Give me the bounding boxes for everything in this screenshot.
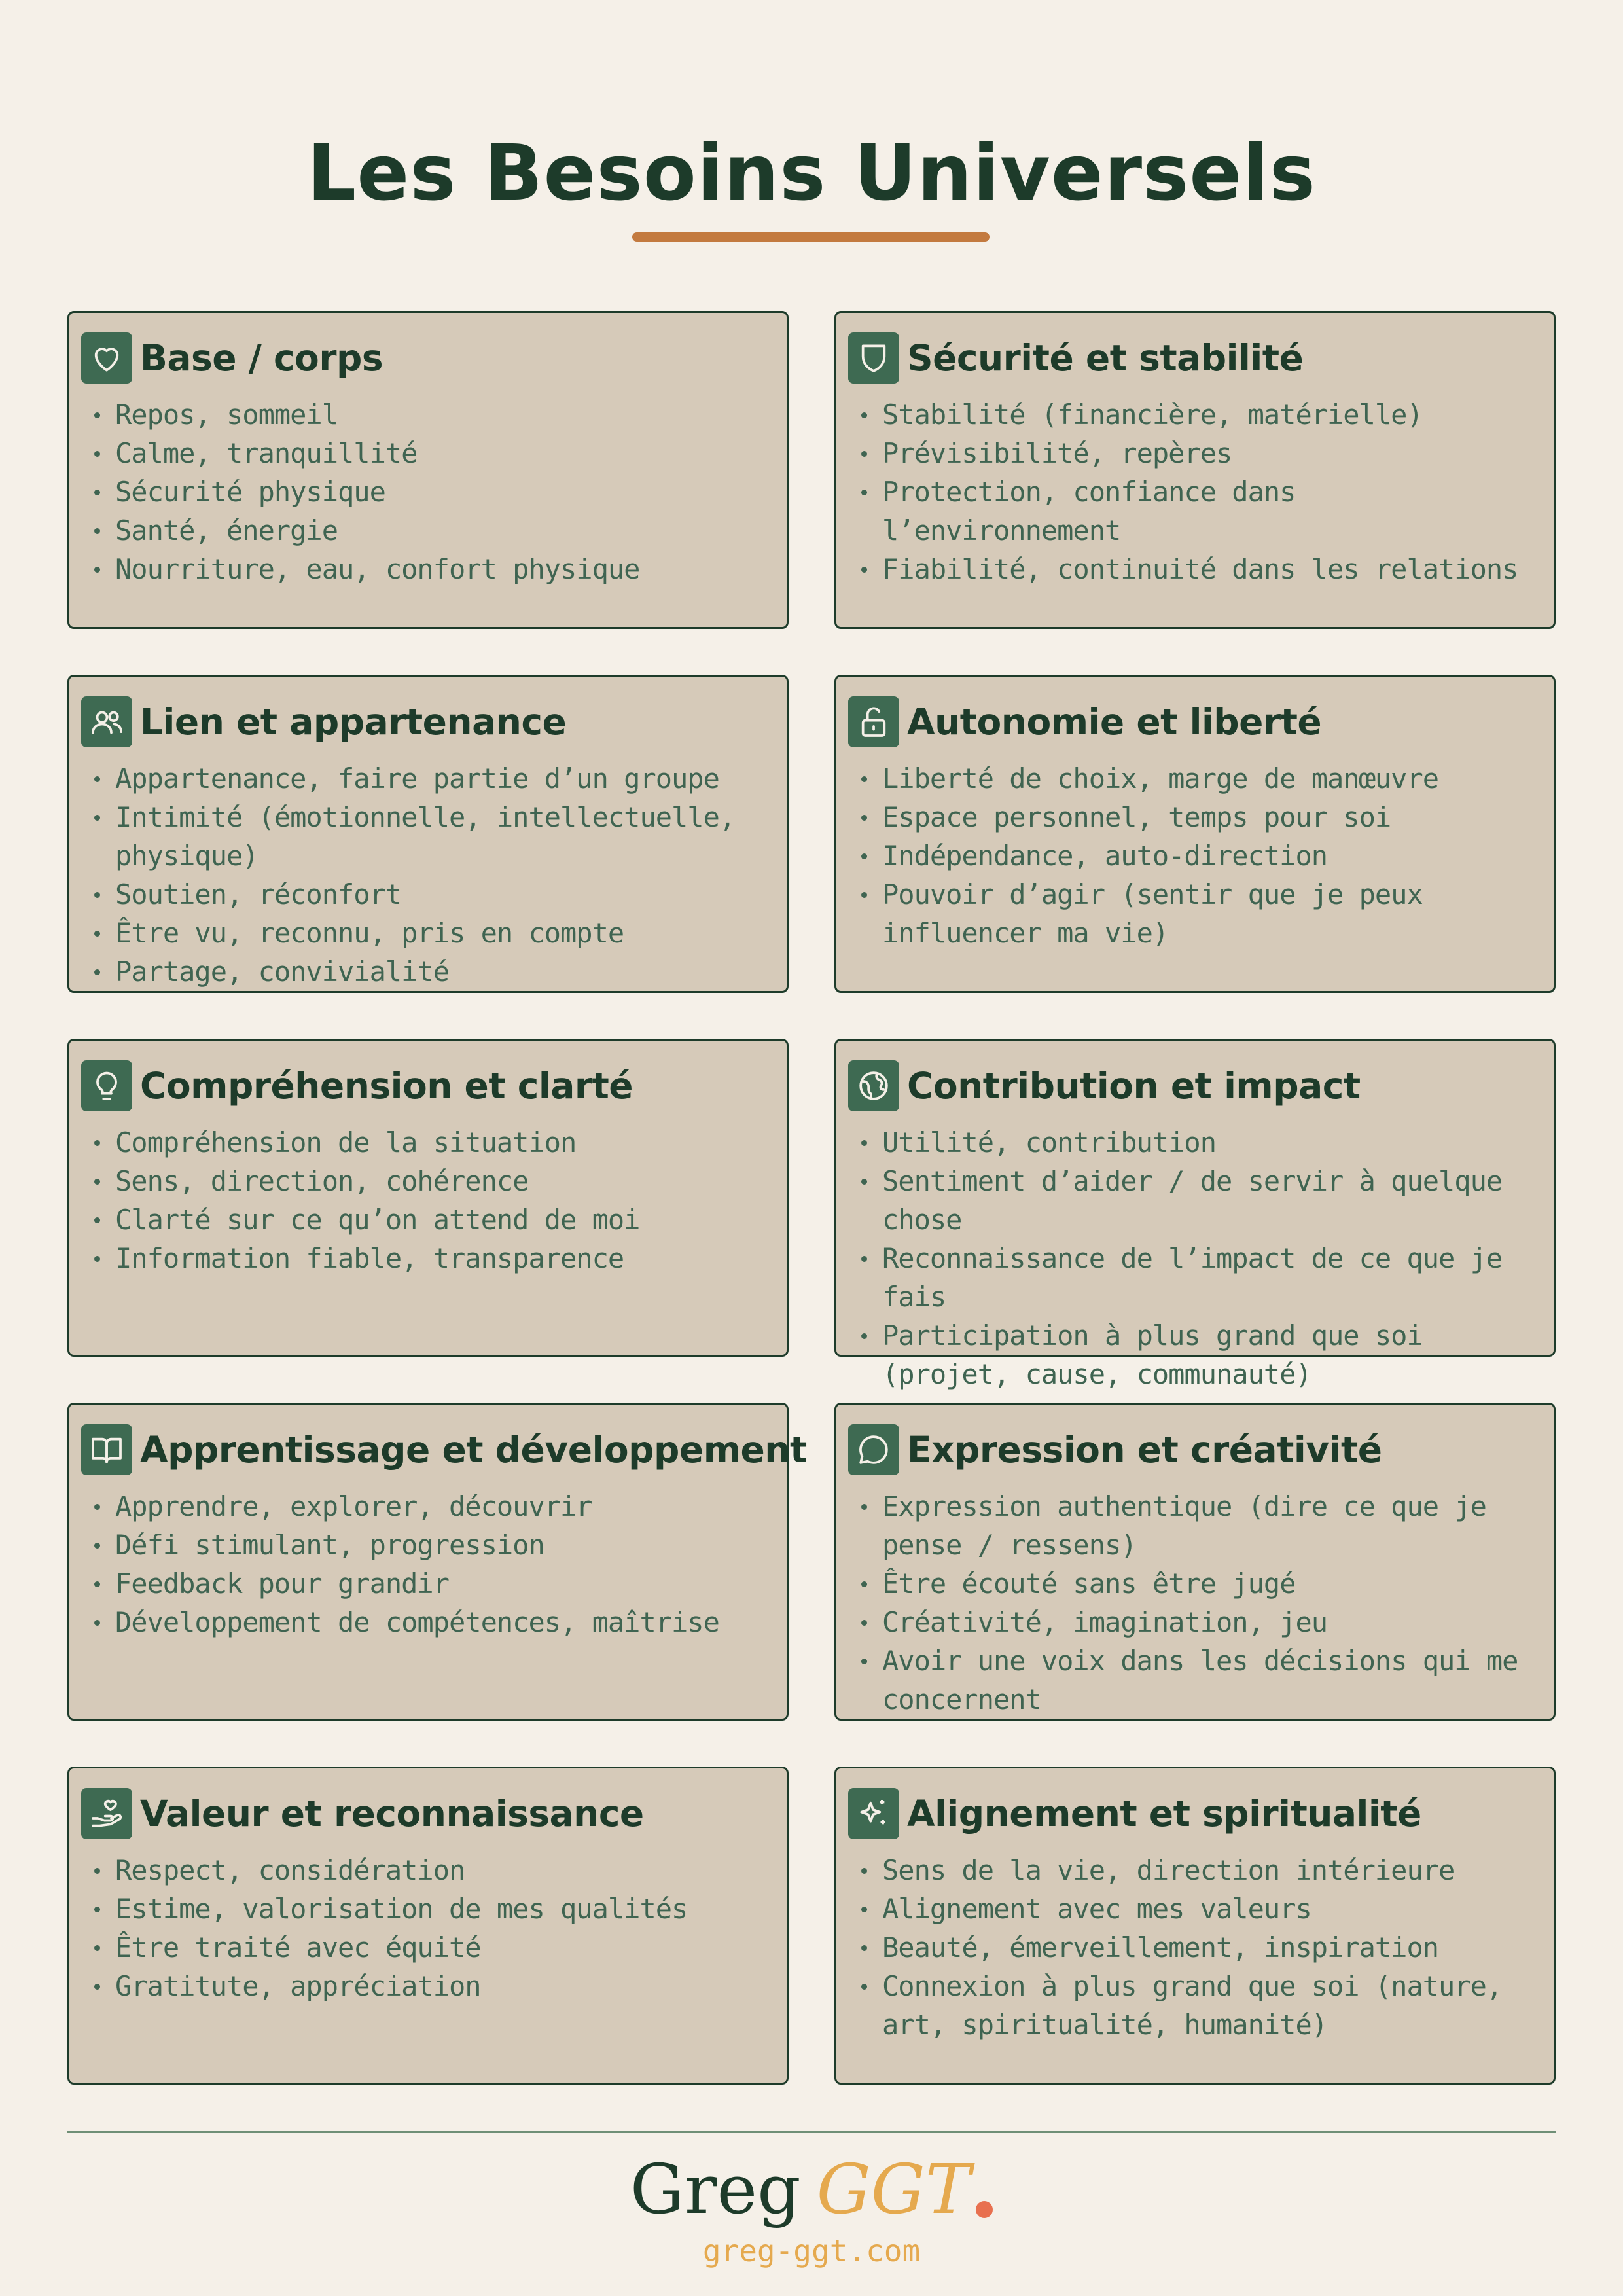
sparkles-icon [848, 1788, 899, 1839]
list-item: Utilité, contribution [848, 1123, 1541, 1162]
unlock-icon [848, 696, 899, 747]
list-item: Participation à plus grand que soi (projet, cause, communauté) [848, 1316, 1541, 1393]
list-item: Être écouté sans être jugé [848, 1564, 1541, 1603]
list-item: Créativité, imagination, jeu [848, 1603, 1541, 1641]
card-title: Valeur et reconnaissance [140, 1793, 644, 1835]
needs-list [81, 395, 774, 588]
need-card-securite [834, 311, 1556, 629]
needs-list [848, 1123, 1541, 1393]
list-item: Développement de compétences, maîtrise [81, 1603, 774, 1641]
list-item: Espace personnel, temps pour soi [848, 798, 1541, 836]
list-item: Compréhension de la situation [81, 1123, 774, 1162]
card-title: Expression et créativité [907, 1429, 1382, 1471]
brand-dot-icon [976, 2201, 993, 2218]
need-card-apprentissage [67, 1403, 807, 1721]
needs-list [848, 1851, 1541, 2044]
list-item: Connexion à plus grand que soi (nature, art, spiritualité, humanité) [848, 1967, 1541, 2044]
list-item: Partage, convivialité [81, 952, 774, 991]
list-item: Avoir une voix dans les décisions qui me concernent [848, 1641, 1541, 1719]
list-item: Reconnaissance de l’impact de ce que je fais [848, 1239, 1541, 1316]
needs-list [81, 1123, 774, 1278]
needs-list [81, 1851, 774, 2005]
list-item: Défi stimulant, progression [81, 1526, 774, 1564]
need-card-lien [67, 675, 789, 993]
chat-bubble-icon [848, 1424, 899, 1475]
list-item: Clarté sur ce qu’on attend de moi [81, 1200, 774, 1239]
book-icon [81, 1424, 132, 1475]
list-item: Protection, confiance dans l’environnement [848, 473, 1541, 550]
needs-list [848, 395, 1541, 588]
needs-list [81, 1487, 774, 1641]
needs-grid [67, 311, 1556, 2085]
need-card-alignement [834, 1767, 1556, 2085]
list-item: Alignement avec mes valeurs [848, 1890, 1541, 1928]
list-item: Stabilité (financière, matérielle) [848, 395, 1541, 434]
need-card-contribution [834, 1039, 1556, 1390]
list-item: Expression authentique (dire ce que je pense / ressens) [848, 1487, 1541, 1564]
list-item: Santé, énergie [81, 511, 774, 550]
list-item: Indépendance, auto-direction [848, 836, 1541, 875]
card-title: Compréhension et clarté [140, 1065, 633, 1107]
shield-icon [848, 332, 899, 384]
card-title: Lien et appartenance [140, 701, 567, 743]
list-item: Sentiment d’aider / de servir à quelque chose [848, 1162, 1541, 1239]
list-item: Repos, sommeil [81, 395, 774, 434]
need-card-autonomie [834, 675, 1556, 993]
list-item: Liberté de choix, marge de manœuvre [848, 759, 1541, 798]
card-title: Alignement et spiritualité [907, 1793, 1421, 1835]
needs-list [81, 759, 774, 991]
need-card-comprehension [67, 1039, 789, 1357]
footer-divider [67, 2131, 1556, 2133]
list-item: Soutien, réconfort [81, 875, 774, 914]
card-title: Apprentissage et développement [140, 1429, 807, 1471]
list-item: Intimité (émotionnelle, intellectuelle, physique) [81, 798, 774, 875]
card-title: Base / corps [140, 337, 383, 379]
website-url[interactable]: greg-ggt.com [702, 2233, 921, 2269]
list-item: Beauté, émerveillement, inspiration [848, 1928, 1541, 1967]
page-title: Les Besoins Universels [307, 128, 1316, 219]
globe-icon [848, 1060, 899, 1111]
list-item: Nourriture, eau, confort physique [81, 550, 774, 588]
list-item: Pouvoir d’agir (sentir que je peux influencer ma vie) [848, 875, 1541, 952]
card-title: Contribution et impact [907, 1065, 1361, 1107]
need-card-valeur [67, 1767, 789, 2085]
need-card-expression [834, 1403, 1556, 1721]
list-item: Sens, direction, cohérence [81, 1162, 774, 1200]
heart-icon [81, 332, 132, 384]
list-item: Apprendre, explorer, découvrir [81, 1487, 774, 1526]
list-item: Calme, tranquillité [81, 434, 774, 473]
list-item: Appartenance, faire partie d’un groupe [81, 759, 774, 798]
hand-heart-icon [81, 1788, 132, 1839]
list-item: Être vu, reconnu, pris en compte [81, 914, 774, 952]
needs-list [848, 1487, 1541, 1719]
lightbulb-icon [81, 1060, 132, 1111]
list-item: Être traité avec équité [81, 1928, 774, 1967]
list-item: Prévisibilité, repères [848, 434, 1541, 473]
list-item: Fiabilité, continuité dans les relations [848, 550, 1541, 588]
list-item: Respect, considération [81, 1851, 774, 1890]
list-item: Sens de la vie, direction intérieure [848, 1851, 1541, 1890]
card-title: Autonomie et liberté [907, 701, 1322, 743]
list-item: Feedback pour grandir [81, 1564, 774, 1603]
list-item: Estime, valorisation de mes qualités [81, 1890, 774, 1928]
brand-name: Greg [630, 2149, 801, 2229]
list-item: Sécurité physique [81, 473, 774, 511]
list-item: Gratitute, appréciation [81, 1967, 774, 2005]
title-underline [632, 232, 990, 242]
need-card-base-corps [67, 311, 789, 629]
brand-accent: GGT [816, 2149, 971, 2229]
card-title: Sécurité et stabilité [907, 337, 1304, 379]
needs-list [848, 759, 1541, 952]
list-item: Information fiable, transparence [81, 1239, 774, 1278]
users-icon [81, 696, 132, 747]
